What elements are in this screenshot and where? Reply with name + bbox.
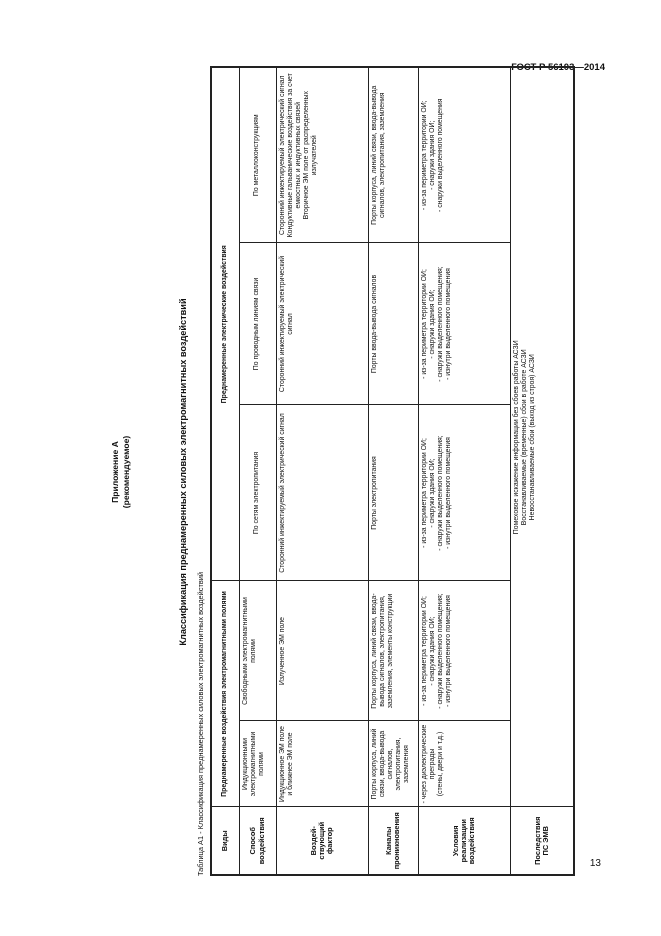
factor-metal-line: Кондуктивные гальванические воздействия за счет емкостных и индуктивных связей [286, 73, 302, 238]
row-label-channels: Каналы проникновения [368, 807, 418, 875]
consequence-line: Невосстанавливаемые сбои (выход из строя) АСЗИ [528, 354, 536, 521]
condition-line: - из-за периметра территории ОИ; [420, 100, 428, 211]
condition-line: - снаружи выделенного помещения; [436, 266, 444, 382]
cell-channels-free: Порты корпуса, линий связи, ввода-вывода сигналов, электропитания, заземления, элементы конструкции [368, 581, 418, 721]
condition-line: - из-за периметра территории ОИ; [420, 269, 428, 379]
condition-line: - снаружи здания ОИ; [428, 120, 436, 190]
cell-conditions-wire [418, 243, 510, 405]
table-name: Таблица А1 - Классификация преднамеренных силовых электромагнитных воздействий [196, 571, 205, 876]
condition-line: - снаружи здания ОИ; [428, 458, 436, 528]
condition-line: - изнутри выделенного помещения [445, 595, 453, 707]
header-induction: Индукционными электромагнитными полями [239, 721, 276, 807]
header-free: Свободными электромагнитными полями [239, 581, 276, 721]
condition-line: - из-за периметра территории ОИ; [420, 438, 428, 548]
header-el-group: Преднамеренные электрические воздействия [211, 67, 239, 581]
standard-number: ГОСТ Р 56103—2014 [511, 62, 605, 73]
row-label-factor: Воздей-ствующий фактор [276, 807, 368, 875]
table-caption: Классификация преднамеренных силовых электромагнитных воздействий [178, 298, 188, 646]
cell-factor-power: Сторонний инжектируемый электрический сигнал [276, 405, 368, 581]
factor-metal-line: Вторичное ЭМ поле от распределенных излучателей [303, 91, 319, 220]
cell-factor-induction: Индукционное ЭМ поле и ближнее ЭМ поле [276, 721, 368, 807]
row-label-conditions: Условия реализации воздействия [418, 807, 510, 875]
cell-conditions-free [418, 581, 510, 721]
condition-line: (стены, двери и т.д.) [436, 731, 444, 797]
rotated-page-content [110, 68, 632, 876]
cell-conditions-metal [418, 67, 510, 243]
condition-line: - снаружи здания ОИ; [428, 289, 436, 359]
consequence-line: Помеховое искажение информации без сбоев работы АСЗИ [512, 340, 520, 535]
row-label-method: Способ воздействия [239, 807, 276, 875]
cell-channels-metal: Порты корпуса, линий связи, ввода-вывода сигналов, электропитания, заземления [368, 67, 418, 243]
row-label-consequences: Последствия ПС ЭМВ [510, 807, 574, 875]
condition-line: - снаружи выделенного помещения [436, 98, 444, 213]
condition-line: - снаружи выделенного помещения; [436, 435, 444, 551]
cell-conditions-induction [418, 721, 510, 807]
cell-channels-power: Порты электропитания [368, 405, 418, 581]
header-kinds: Виды [211, 807, 239, 875]
cell-factor-free: Излученное ЭМ поле [276, 581, 368, 721]
appendix-subtitle: (рекомендуемое) [121, 435, 131, 509]
condition-line: - изнутри выделенного помещения [445, 437, 453, 549]
cell-channels-wire: Порты ввода-вывода сигналов [368, 243, 418, 405]
header-em-group: Преднамеренные воздействия электромагнитными полями [211, 581, 239, 807]
page-number: 13 [589, 858, 601, 869]
condition-line: - снаружи выделенного помещения; [436, 593, 444, 709]
condition-line: - через диэлектрические преграды [420, 724, 436, 804]
condition-line: - снаружи здания ОИ; [428, 616, 436, 686]
header-wire: По проводным линиям связи [239, 243, 276, 405]
cell-factor-wire: Сторонний инжектируемый электрический сигнал [276, 243, 368, 405]
cell-factor-metal [276, 67, 368, 243]
consequence-line: Восстанавливаемые (временные) сбои в работе АСЗИ [520, 349, 528, 526]
cell-consequences [510, 67, 574, 807]
header-metal: По металлоконструкциям [239, 67, 276, 243]
condition-line: - из-за периметра территории ОИ; [420, 596, 428, 706]
cell-channels-induction: Порты корпуса, линий связи, ввода-вывода сигналов, электропитания, заземления [368, 721, 418, 807]
cell-conditions-power [418, 405, 510, 581]
factor-metal-line: Сторонний инжектируемый электрический сигнал [278, 75, 286, 235]
header-power: По сетям электропитания [239, 405, 276, 581]
appendix-heading [110, 68, 132, 876]
appendix-title: Приложение А [110, 441, 120, 503]
classification-table [210, 66, 575, 876]
condition-line: - изнутри выделенного помещения [445, 268, 453, 380]
